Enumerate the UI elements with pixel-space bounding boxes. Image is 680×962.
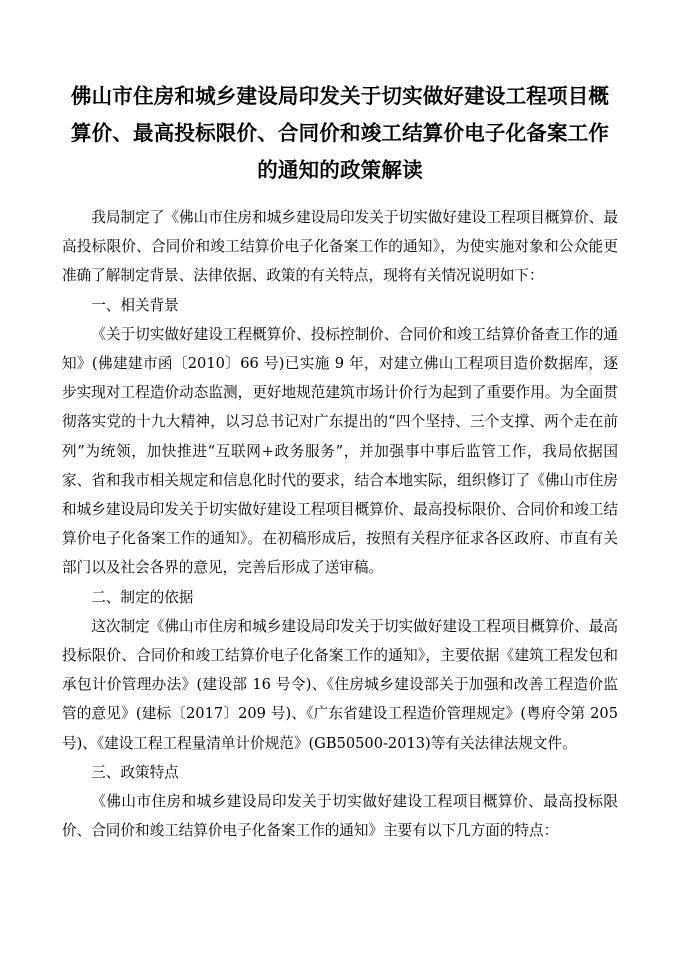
paragraph-features: 《佛山市住房和城乡建设局印发关于切实做好建设工程项目概算价、最高投标限价、合同价和竣工结算价电子化备案工作的通知》主要有以下几方面的特点：: [62, 793, 618, 840]
section-heading-background: 一、相关背景: [91, 296, 179, 314]
section-heading-features: 三、政策特点: [91, 763, 179, 781]
section-heading-basis: 二、制定的依据: [91, 588, 194, 606]
page-title: 佛山市住房和城乡建设局印发关于切实做好建设工程项目概算价、最高投标限价、合同价和竣工结算价电子化备案工作的通知的政策解读: [70, 84, 610, 182]
document-body: [62, 203, 618, 845]
paragraph-background: 《关于切实做好建设工程概算价、投标控制价、合同价和竣工结算价备查工作的通知》(佛建建市函〔2010〕66 号)已实施 9 年，对建立佛山工程项目造价数据库，逐步实现对工程造价动态监测，更好地规范建筑市场计价行为起到了重要作用。为全面贯彻落实党的十九大精神，以习总书记对广东提出的“四个坚持、三个支撑、两个走在前列”为统领，加快推进“互联网+政务服务”，并加强事中事后监管工作，我局依据国家、省和我市相关规定和信息化时代的要求，结合本地实际，组织修订了《佛山市住房和城乡建设局印发关于切实做好建设工程项目概算价、最高投标限价、合同价和竣工结算价电子化备案工作的通知》。在初稿形成后，按照有关程序征求各区政府、市直有关部门以及社会各界的意见，完善后形成了送审稿。: [62, 325, 618, 577]
paragraph-basis: 这次制定《佛山市住房和城乡建设局印发关于切实做好建设工程项目概算价、最高投标限价、合同价和竣工结算价电子化备案工作的通知》，主要依据《建筑工程发包和承包计价管理办法》(建设部 16 号令)、《住房城乡建设部关于加强和改善工程造价监管的意见》(建标〔2017〕209 号)、《广东省建设工程造价管理规定》(粤府令第 205 号)、《建设工程工程量清单计价规范》(GB50500-2013)等有关法律法规文件。: [62, 617, 618, 752]
paragraph-intro: 我局制定了《佛山市住房和城乡建设局印发关于切实做好建设工程项目概算价、最高投标限价、合同价和竣工结算价电子化备案工作的通知》，为使实施对象和公众能更准确了解制定背景、法律依据、政策的有关特点，现将有关情况说明如下：: [62, 209, 618, 285]
